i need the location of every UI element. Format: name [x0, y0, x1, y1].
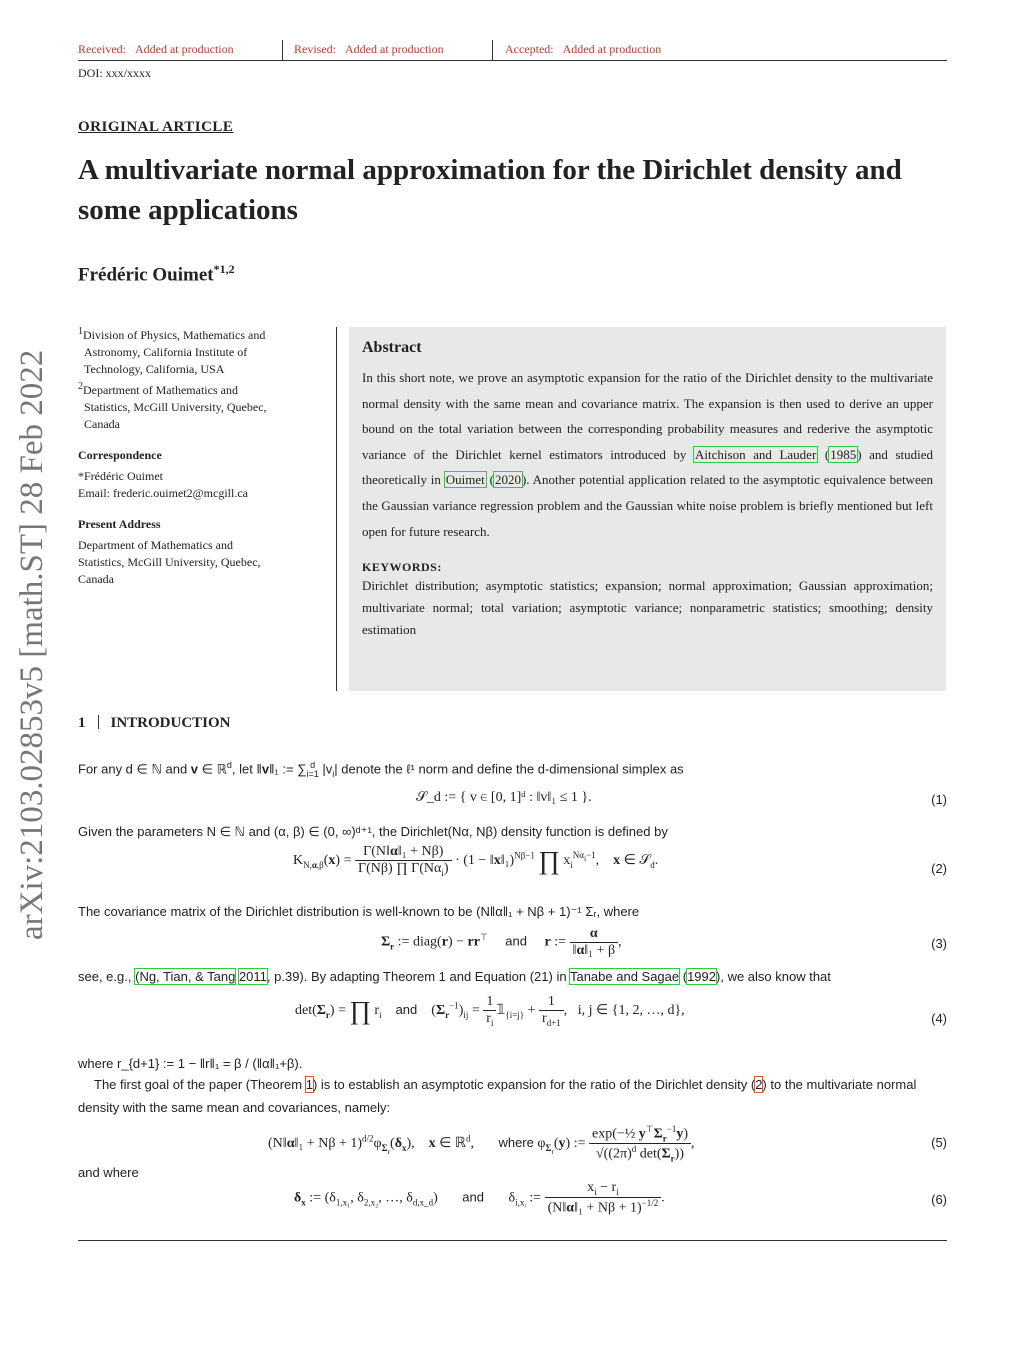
section-title: INTRODUCTION [110, 715, 231, 731]
present-address-line: Department of Mathematics and [78, 538, 233, 552]
paragraph-2: Given the parameters N ∈ ℕ and (α, β) ∈ (0, ∞)ᵈ⁺¹, the Dirichlet(Nα, Nβ) density function is defined by [78, 824, 668, 839]
keywords-heading: KEYWORDS: [362, 560, 442, 575]
aff2-line: Statistics, McGill University, Quebec, [84, 400, 267, 414]
keywords: Dirichlet distribution; asymptotic statistics; expansion; normal approximation; Gaussian approximation; multivariate normal; total variation; asymptotic variance; nonparametric statistics; smoothing; density estimation [362, 578, 933, 638]
citation-link[interactable]: Ouimet [445, 472, 485, 488]
author-marks: *1,2 [213, 262, 235, 276]
paragraph-7: and where [78, 1165, 139, 1180]
abstract-text-part: . Another potential application related to the asymptotic equivalence between the Gaussian variance regression problem and the Gaussian white noise problem is briefly mentioned but left open for future research. [362, 472, 933, 539]
section-number: 1 [78, 715, 86, 731]
equation-5: (N‖α‖₁ + $N\beta + 1)^{d/2}\varphi_{\Sigma_r}(\delta_x)$, x ∈ ℝ$^d$, where $\varphi_{\Sigma_r}(y)$ := $\frac{\exp(-\frac{1}{2} y^⊤\Sigma_r^{-1}y)}{√((2\pi)^d \det(\Sigma_r))}$ , [268, 1124, 695, 1164]
column-rule [336, 327, 337, 691]
citation-year-link[interactable]: 1992 [687, 969, 716, 984]
accepted-label: Accepted: [505, 42, 554, 56]
citation-year-link[interactable]: 2011 [238, 969, 267, 984]
paragraph-1: For any d ∈ ℕ and v ∈ ℝ$^d$, let ‖v‖₁ := ∑ d i=1 $|v_i|$ denote the ℓ¹ norm and define the d-dimensional simplex as [78, 760, 684, 780]
aff1-number: 1 [78, 326, 83, 337]
paragraph-6-cont: density with the same mean and covariances, namely: [78, 1100, 391, 1115]
present-address-line: Canada [78, 572, 114, 586]
correspondence-name: *Frédéric Ouimet [78, 469, 163, 483]
doi: DOI: xxx/xxxx [78, 66, 151, 80]
equation-4: $\det(\Sigma_r)$ = ∏ $r_i$ and $(\Sigma_r^{-1})_{ij}$ = $\frac{1}{r_i}$ $𝟙_{\{i=j\}}$ + $\frac{1}{r_{d+1}}$ , i, j ∈ {1, 2, …, d}, [295, 994, 685, 1028]
citation-link[interactable]: Aitchison and Lauder [695, 446, 817, 462]
citation-link[interactable]: (Ng, Tian, & Tang [135, 969, 236, 984]
author-name: Frédéric Ouimet [78, 264, 214, 286]
aff2-line: Canada [84, 417, 120, 431]
citation-link[interactable]: Tanabe and Sagae [569, 969, 680, 984]
accepted-value: Added at production [562, 42, 662, 56]
correspondence-heading: Correspondence [78, 448, 162, 462]
equation-number: (2) [931, 861, 947, 876]
equation-number: (3) [931, 936, 947, 951]
received-label: Received: [78, 42, 126, 56]
aff1-line: Technology, California, USA [84, 362, 225, 376]
aff1-line: Division of Physics, Mathematics and [83, 328, 266, 342]
aff2-number: 2 [78, 381, 83, 392]
equation-number: (6) [931, 1192, 947, 1207]
footer-rule [78, 1240, 947, 1241]
revised-label: Revised: [294, 42, 336, 56]
citation-year-link[interactable]: 2020 [494, 472, 521, 488]
accepted-date [505, 42, 661, 57]
header-divider [492, 40, 493, 60]
abstract-box [349, 327, 946, 691]
equation-1: 𝒮_d := { v ∈ [0, 1]ᵈ : ‖v‖₁ ≤ 1 }. [416, 790, 592, 805]
equation-number: (5) [931, 1135, 947, 1150]
section-heading [78, 715, 231, 732]
header-divider [282, 40, 283, 60]
abstract-heading: Abstract [362, 339, 422, 356]
paragraph-6: The first goal of the paper (Theorem 1) is to establish an asymptotic expansion for the ratio of the Dirichlet density (2) to the multivariate normal [94, 1077, 917, 1092]
abstract-text-part: and studied theoretically in [362, 446, 934, 488]
abstract-text: In this short note, we prove an asymptotic expansion for the ratio of the Dirichlet density to the multivariate normal density with the same mean and covariance matrix. The expansion is then used to derive an upper bound on the total variation between the corresponding probability measures and rederive the asymptotic variance of the Dirichlet kernel estimators introduced by Aitchison and Lauder (1985) and studied theoretically in Ouimet (2020). Another potential application related to the asymptotic equivalence between the Gaussian variance regression problem and the Gaussian white noise problem is briefly mentioned but left open for future research. [362, 370, 934, 539]
affiliations-sidebar [78, 323, 318, 588]
equation-3: $\Sigma_r$ := diag(r) − rr⊤ and r := $\frac{\alpha}{\text{‖α‖₁ + β}}$ , [381, 926, 622, 958]
paragraph-4: see, e.g., (Ng, Tian, & Tang 2011, p.39). By adapting Theorem 1 and Equation (21) in Tanabe and Sagae (1992), we also know that [78, 969, 831, 984]
paper-title: A multivariate normal approximation for the Dirichlet density and some applications [78, 154, 902, 226]
citation-year-link[interactable]: 1985 [830, 446, 857, 462]
present-address-line: Statistics, McGill University, Quebec, [78, 555, 261, 569]
theorem-ref-link[interactable]: 1 [305, 1077, 313, 1092]
aff2-line: Department of Mathematics and [83, 383, 238, 397]
affiliation-2 [78, 378, 318, 433]
affiliation-1 [78, 323, 318, 378]
received-value: Added at production [134, 42, 234, 56]
article-type: ORIGINAL ARTICLE [78, 119, 234, 135]
equation-number: (4) [931, 1011, 947, 1026]
equation-ref-link[interactable]: 2 [755, 1077, 763, 1092]
revised-date [294, 42, 444, 57]
paragraph-5: where r_{d+1} := 1 − ‖r‖₁ = β / (‖α‖₁+β). [78, 1056, 303, 1071]
paragraph-3: The covariance matrix of the Dirichlet distribution is well-known to be (N‖α‖₁ + Nβ + 1)⁻¹ Σᵣ, where [78, 904, 640, 919]
present-address-heading: Present Address [78, 517, 161, 531]
publication-dates [78, 42, 234, 57]
equation-number: (1) [931, 792, 947, 807]
revised-value: Added at production [345, 42, 444, 56]
equation-6: $\delta_x$ := ($\delta_{1,x_1}$, $\delta_{2,x_2}$, …, $\delta_{d,x\_d}$) and $\delta_{i,xᵢ}$ := $\frac{x_i - r_i}{(N‖\alpha‖_1 + N\beta + 1)^{-1/2}}$ . [294, 1180, 665, 1216]
aff1-line: Astronomy, California Institute of [84, 345, 248, 359]
equation-2: $K_{N,\alpha,\beta}(x)$ = $\frac{\text{Γ(N‖α‖₁ + Nβ)}}{\Gamma(N\beta) \prod \Gamma(N\alpha_i)}$ · (1 − ‖x‖₁)$^{N\beta-1}$ ∏ $x_i^{N\alpha_i-1}$, x ∈ 𝒮$_d$. [293, 844, 659, 878]
header-rule [78, 60, 947, 61]
correspondence-email[interactable]: Email: frederic.ouimet2@mcgill.ca [78, 486, 248, 500]
arxiv-stamp: arXiv:2103.02853v5 [math.ST] 28 Feb 2022 [14, 349, 50, 940]
abstract-text-part: In this short note, we prove an asymptotic expansion for the ratio of the Dirichlet density to the multivariate normal density with the same mean and covariance matrix. The expansion is then used to derive an upper bound on the total variation between the corresponding probability measures and rederive the asymptotic variance of the Dirichlet kernel estimators introduced by [362, 370, 933, 462]
author [78, 262, 235, 286]
